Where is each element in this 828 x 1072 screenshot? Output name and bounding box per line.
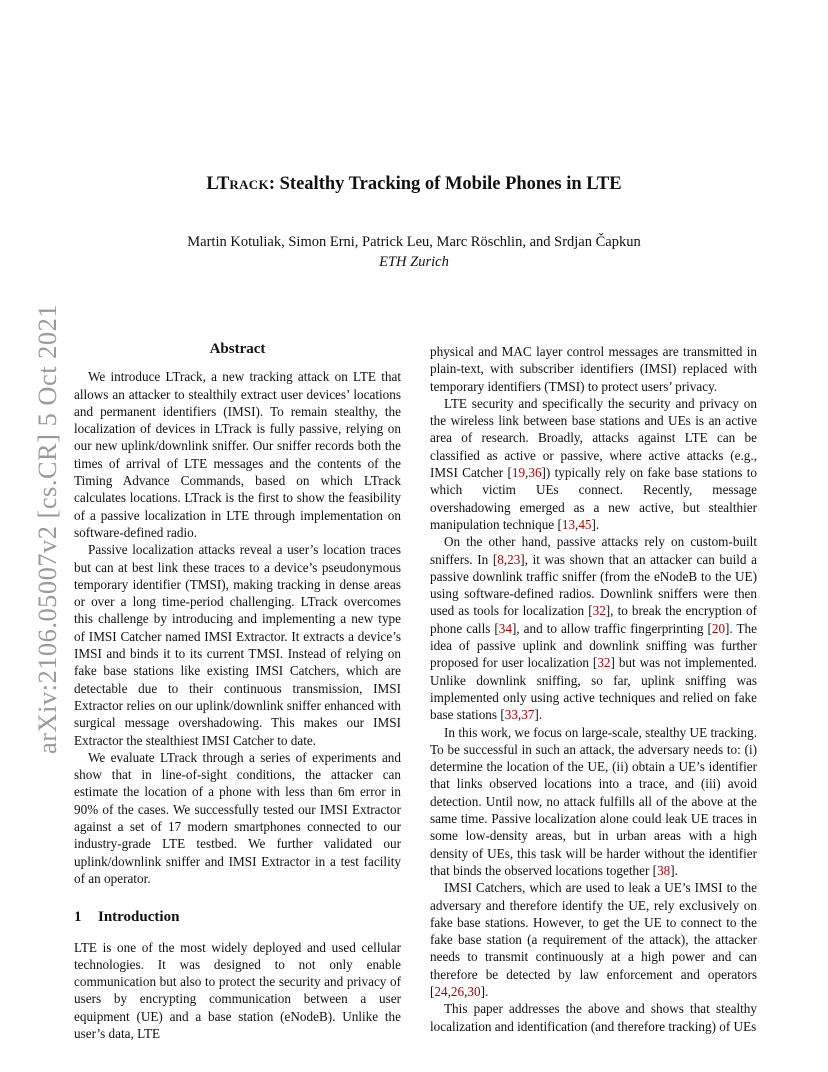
affiliation: ETH Zurich [379,254,449,270]
citation-link[interactable]: 34 [498,620,512,636]
body-paragraph-6: This paper addresses the above and shows that stealthy localization and identification (and therefore tracking) of UEs [430,1001,757,1034]
author-list: Martin Kotuliak, Simon Erni, Patrick Leu, Marc Röschlin, and Srdjan Čapkun [187,234,641,250]
body-paragraph-2: LTE security and specifically the security and privacy on the wireless link between base stations and UEs is an active area of research. Broadly, attacks against LTE can be classified as active or passive, where active attacks (e.g., IMSI Catcher [19,36]) typically rely on fake base stations to which victim UEs connect. Recently, message overshadowing emerged as a new active, but stealthier manipulation technique [13,45]. [430,395,757,532]
abstract-heading: Abstract [209,341,266,357]
body-paragraph-4: In this work, we focus on large-scale, stealthy UE tracking. To be successful in such an attack, the adversary needs to: (i) determine the location of the UE, (ii) obtain a UE’s identifier that links observed locations into a trace, and (iii) avoid detection. Until now, no attack fulfills all of the above at the same time. Passive localization alone could leak UE traces in some low-density areas, but in urban areas with a high density of UEs, this task will be harder without the identifier that binds the observed locations together [38]. [430,724,757,878]
right-column [430,343,757,1035]
intro-paragraph-1: LTE is one of the most widely deployed and used cellular technologies. It was designed to not only enable communication but also to protect the security and privacy of users by encrypting communication between a user equipment (UE) and a base station (eNodeB). Unlike the user’s data, LTE [74,939,401,1041]
citation-link[interactable]: 24 [434,983,448,999]
citation-link[interactable]: 38 [657,862,671,878]
abstract-paragraph-2: Passive localization attacks reveal a user’s location traces but can at best link these traces to a device’s pseudonymous temporary identifier (TMSI), making tracking in dense areas or over a long time-period challenging. LTrack overcomes this challenge by introducing and implementing a new type of IMSI Catcher named IMSI Extractor. It extracts a device’s IMSI and binds it to its current TMSI. Instead of relying on fake base stations like existing IMSI Catchers, which are detectable due to their continuous transmission, IMSI Extractor relies on our uplink/downlink sniffer enhanced with surgical message overshadowing. This makes our IMSI Extractor the stealthiest IMSI Catcher to date. [74,542,401,748]
left-column [74,341,401,1042]
citation-link[interactable]: 26 [450,983,465,999]
citation-link[interactable]: 8 [497,551,504,567]
citation-link[interactable]: 23 [507,551,521,567]
citation-link[interactable]: 19 [511,465,526,481]
body-paragraph-5: IMSI Catchers, which are used to leak a UE’s IMSI to the adversary and therefore identify the UE, rely exclusively on fake base stations. However, to get the UE to connect to the fake base station (a requirement of the attack), the attacker needs to transmit continuously at a high power and can therefore be detected by law enforcement and operators [24,26,30]. [430,880,757,999]
citation-link[interactable]: 37 [521,707,535,723]
citation-link[interactable]: 20 [711,620,726,636]
paper-title: LTRACK: Stealthy Tracking of Mobile Phones in LTE [206,174,622,194]
body-paragraph-1: physical and MAC layer control messages are transmitted in plain-text, with subscriber identifiers (IMSI) replaced with temporary identifiers (TMSI) to protect users’ privacy. [430,344,757,394]
citation-link[interactable]: 30 [467,983,481,999]
abstract-paragraph-3: We evaluate LTrack through a series of experiments and show that in line-of-sight conditions, the attacker can estimate the location of a phone with less than 6m error in 90% of the cases. We successfully tested our IMSI Extractor against a set of 17 modern smartphones connected to our industry-grade LTE testbed. We further validated our uplink/downlink sniffer and IMSI Extractor in a test facility of an operator. [74,749,401,886]
body-paragraph-3: On the other hand, passive attacks rely on custom-built sniffers. In [8,23], it was shown that an attacker can build a passive downlink traffic sniffer (from the eNodeB to the UE) using software-defined radios. Downlink sniffers were then used as tools for localization [32], to break the encryption of phone calls [34], and to allow traffic fingerprinting [20]. The idea of passive uplink and downlink sniffing was further proposed for user localization [32] but was not implemented. Unlike downlink sniffing, so far, uplink sniffing was implemented only using active techniques and relied on fake base stations [33,37]. [430,534,757,723]
arxiv-id-text: arXiv:2106.05007v2 [cs.CR] 5 Oct 2021 [33,310,62,754]
citation-link[interactable]: 36 [528,465,542,481]
abstract-paragraph-1: We introduce LTrack, a new tracking attack on LTE that allows an attacker to stealthily extract user devices’ locations and permanent identifiers (IMSI). To remain stealthy, the localization of devices in LTrack is fully passive, relying on our new uplink/downlink sniffer. Our sniffer records both the times of arrival of LTE messages and the contents of the Timing Advance Commands, based on which LTrack calculates locations. LTrack is the first to show the feasibility of a passive localization in LTE through implementation on software-defined radio. [74,369,401,540]
citation-link[interactable]: 45 [578,516,592,532]
arxiv-identifier-sidebar [16,300,72,760]
section-heading-introduction: 1 Introduction [74,909,180,926]
citation-link[interactable]: 13 [561,516,576,532]
citation-link[interactable]: 33 [504,707,518,723]
citation-link[interactable]: 32 [592,603,606,619]
citation-link[interactable]: 32 [597,655,611,671]
